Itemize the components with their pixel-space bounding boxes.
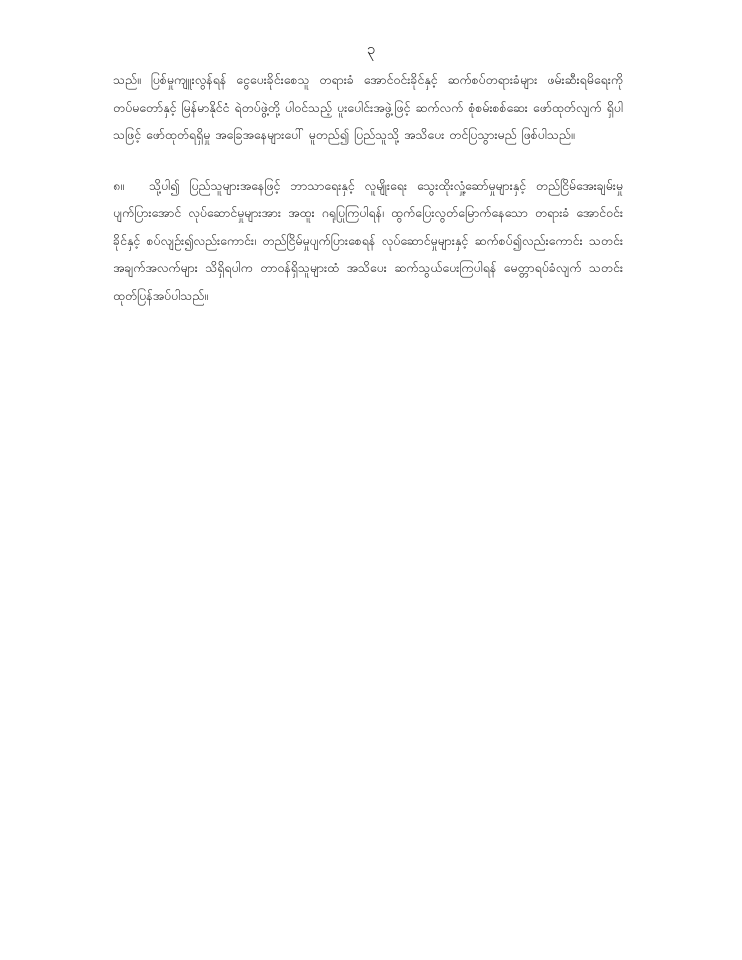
paragraph-number: ၈။ [113,177,124,193]
paragraph-8 [113,172,623,310]
paragraph-text: သို့ပါ၍ ပြည်သူများအနေဖြင့် ဘာသာရေးနှင့် လူမျိုးရေး သွေးထိုးလှုံ့ဆော်မှုများနှင့် တည်ငြိမ်အေးချမ်းမှုပျက်ပြားအောင် လုပ်ဆောင်မှုများအား အထူး ဂရုပြုကြပါရန်၊ ထွက်ပြေးလွတ်မြောက်နေသော တရားခံ အောင်ဝင်းခိုင်နှင့် စပ်လျဉ်း၍လည်းကောင်း၊ တည်ငြိမ်မှုပျက်ပြားစေရန် လုပ်ဆောင်မှုများနှင့် ဆက်စပ်၍လည်းကောင်း သတင်းအချက်အလက်များ သိရှိရပါက တာဝန်ရှိသူများထံ အသိပေး ဆက်သွယ်ပေးကြပါရန် မေတ္တာရပ်ခံလျက် သတင်းထုတ်ပြန်အပ်ပါသည်။ [113,177,623,303]
paragraph-text: သည်။ ပြစ်မှုကျူးလွန်ရန် ငွေပေးခိုင်းစေသူ တရားခံ အောင်ဝင်းခိုင်နှင့် ဆက်စပ်တရားခံများ ဖမ်းဆီးရမိရေးကို တပ်မတော်နှင့် မြန်မာနိုင်ငံ ရဲတပ်ဖွဲ့တို့ ပါဝင်သည့် ပူးပေါင်းအဖွဲ့ဖြင့် ဆက်လက် စုံစမ်းစစ်ဆေး ဖော်ထုတ်လျက် ရှိပါသဖြင့် ဖော်ထုတ်ရရှိမှု အခြေအနေများပေါ် မူတည်၍ ပြည်သူသို့ အသိပေး တင်ပြသွားမည် ဖြစ်ပါသည်။ [113,72,623,142]
paragraph-continuation [113,66,623,149]
page-number: ၃ [366,40,376,58]
document-body [113,66,623,309]
